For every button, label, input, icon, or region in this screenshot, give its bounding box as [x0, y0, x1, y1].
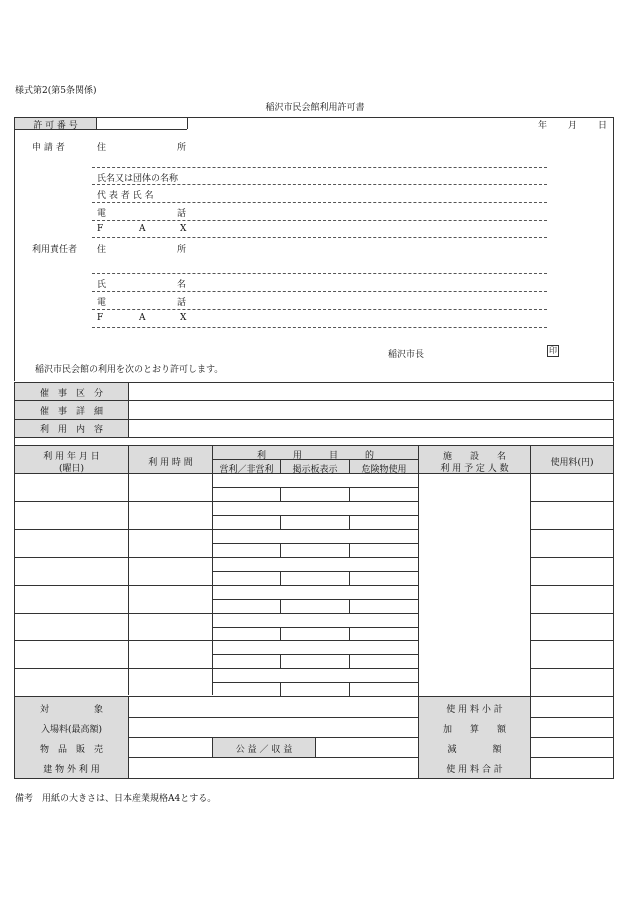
- date-day: 日: [598, 121, 608, 131]
- representative-name-label: 代 表 者 氏 名: [97, 191, 154, 201]
- fee-subtotal-label: 使 用 料 小 計: [446, 705, 503, 715]
- applicant-label: 申 請 者: [32, 143, 65, 153]
- event-detail-label: 催 事 詳 細: [39, 407, 103, 417]
- remarks-note: 備考 用紙の大きさは、日本産業規格A4とする。: [15, 794, 217, 804]
- usage-content-field[interactable]: [129, 420, 613, 437]
- responsible-tel-label-end: 話: [177, 298, 187, 308]
- responsible-address-label-end: 所: [177, 245, 187, 255]
- form-reference: 様式第2(第5条関係): [15, 86, 97, 96]
- responsible-address-label: 住: [97, 245, 107, 255]
- responsible-fax-label-f: F: [97, 313, 104, 323]
- header-usage-date: 利 用 年 月 日: [43, 452, 100, 462]
- header-usage-purpose: 利 用 目 的: [256, 451, 374, 461]
- applicant-address-label: 住: [97, 143, 107, 153]
- date-month: 月: [568, 121, 578, 131]
- surcharge-label: 加 算 額: [442, 725, 506, 735]
- header-planned-people: 利 用 予 定 人 数: [440, 464, 509, 474]
- header-hazard: 危険物使用: [361, 465, 407, 475]
- header-facility: 施 設 名: [442, 452, 506, 462]
- public-profit-label: 公 益 ／ 収 益: [235, 745, 293, 755]
- responsible-name-label-end: 名: [177, 280, 187, 290]
- header-usage-time: 利 用 時 間: [148, 458, 193, 468]
- header-weekday: (曜日): [58, 464, 85, 474]
- seal-mark: 印: [549, 346, 557, 355]
- header-board: 掲示板表示: [292, 465, 338, 475]
- applicant-fax-label-x: X: [180, 224, 187, 234]
- target-label: 対 象: [39, 705, 103, 715]
- applicant-fax-label-f: F: [97, 224, 104, 234]
- responsible-label: 利用責任者: [32, 245, 78, 255]
- event-detail-field[interactable]: [129, 401, 613, 419]
- header-fee: 使用料(円): [550, 458, 594, 468]
- document-title: 稲沢市民会館利用許可書: [265, 103, 365, 113]
- responsible-tel-label: 電: [97, 298, 107, 308]
- responsible-fax-label-x: X: [180, 313, 187, 323]
- merchandise-sales-label: 物 品 販 売: [39, 745, 103, 755]
- usage-content-label: 利 用 内 容: [39, 425, 103, 435]
- event-category-label: 催 事 区 分: [39, 389, 103, 399]
- applicant-fax-label-a: A: [139, 224, 146, 234]
- permit-number-field[interactable]: [97, 118, 187, 129]
- fee-total-label: 使 用 料 合 計: [446, 765, 503, 775]
- mayor-label: 稲沢市長: [388, 350, 425, 360]
- responsible-name-label: 氏: [97, 280, 107, 290]
- org-name-label: 氏名又は団体の名称: [97, 174, 179, 184]
- outside-building-use-label: 建 物 外 利 用: [43, 765, 100, 775]
- applicant-address-label-end: 所: [177, 143, 187, 153]
- responsible-fax-label-a: A: [139, 313, 146, 323]
- event-category-field[interactable]: [129, 383, 613, 400]
- admission-fee-label: 入場料(最高額): [40, 725, 103, 735]
- applicant-tel-label: 電: [97, 209, 107, 219]
- permit-statement: 稲沢市民会館の利用を次のとおり許可します。: [35, 365, 224, 375]
- applicant-tel-label-end: 話: [177, 209, 187, 219]
- header-profit: 営利／非営利: [219, 465, 274, 475]
- permit-number-label: 許 可 番 号: [33, 121, 78, 131]
- date-year: 年: [538, 121, 548, 131]
- reduction-label: 減 額: [447, 745, 502, 755]
